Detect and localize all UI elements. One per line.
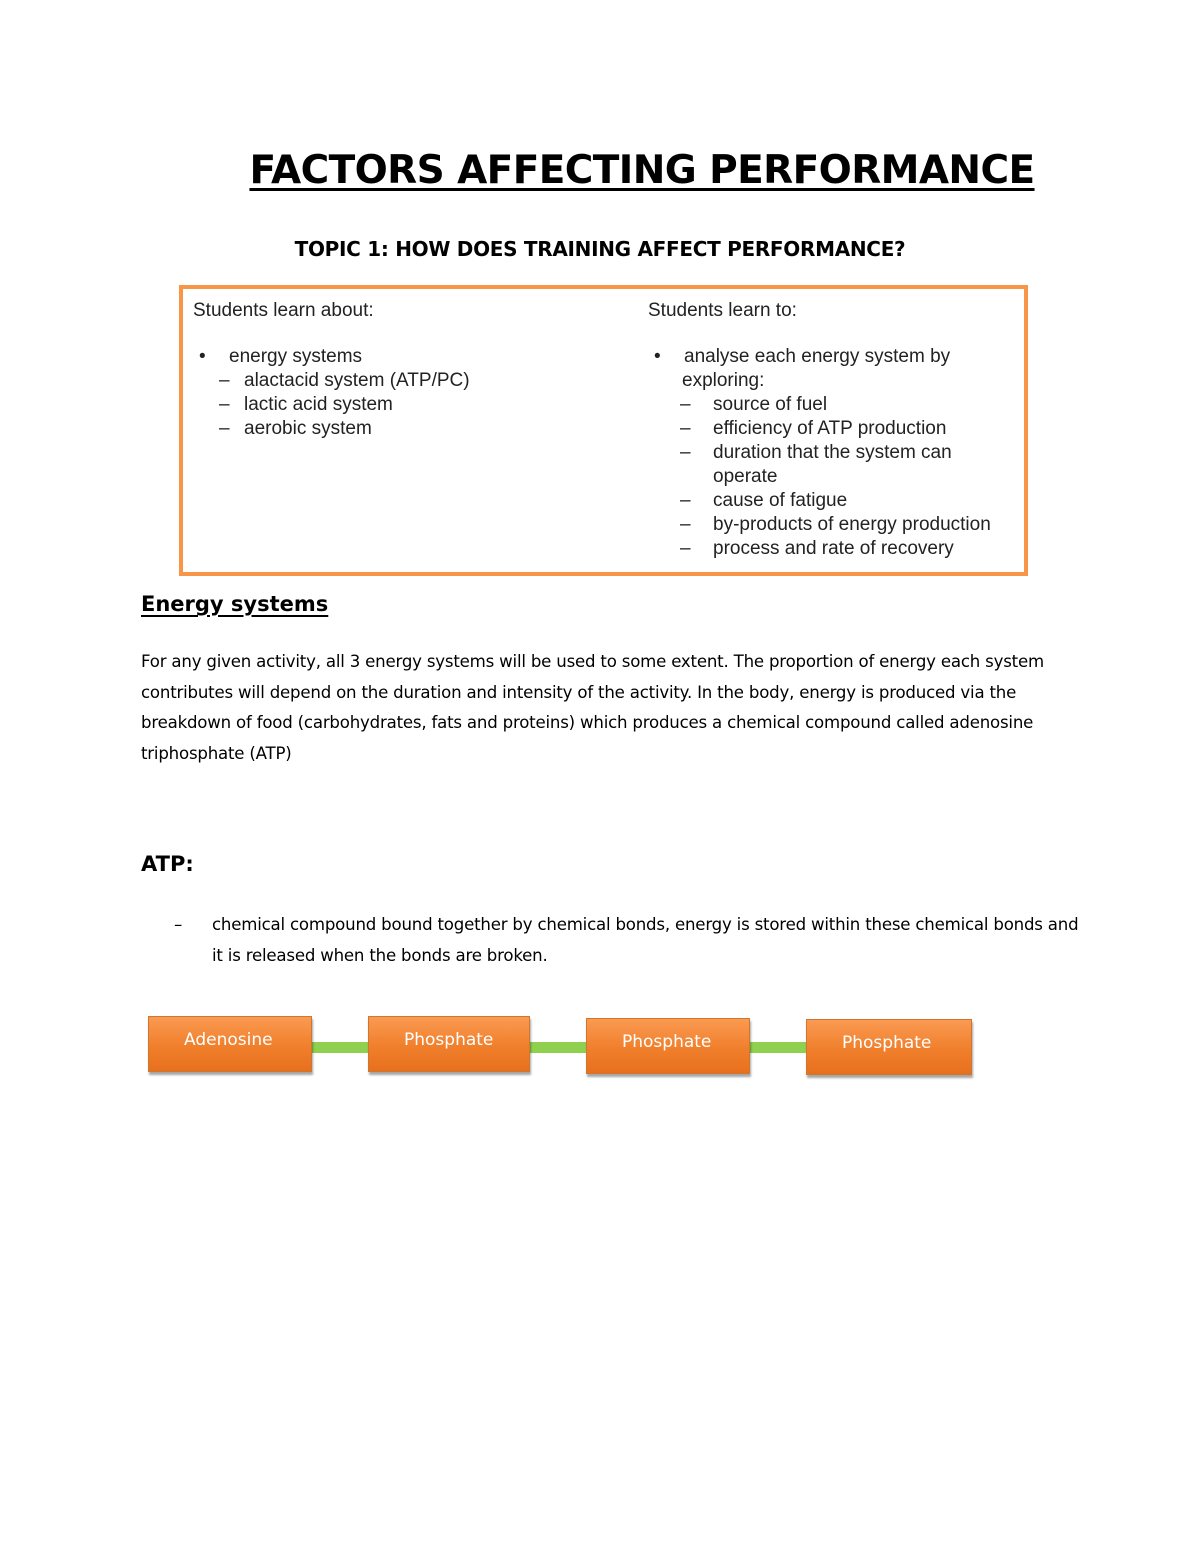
dash-icon: – xyxy=(219,418,230,439)
dash-icon: – xyxy=(219,370,230,391)
learn-about-list xyxy=(219,369,613,441)
learn-to-heading: Students learn to: xyxy=(648,300,797,321)
phosphate-node: Phosphate xyxy=(586,1018,750,1074)
learn-about-bullet xyxy=(193,345,613,369)
energy-systems-paragraph: For any given activity, all 3 energy systems will be used to some extent. The proportion of energy each system contributes will depend on the duration and intensity of the activity. In the body, energy is produced via the breakdown of food (carbohydrates, fats and proteins) which produces a chemical compound called adenosine triphosphate (ATP) xyxy=(141,652,1044,763)
list-item-text: lactic acid system xyxy=(244,394,393,415)
list-item xyxy=(680,441,1028,465)
adenosine-node: Adenosine xyxy=(148,1016,312,1072)
list-item-text: operate xyxy=(713,466,778,487)
list-item xyxy=(219,393,613,417)
dash-icon: – xyxy=(680,418,691,439)
atp-point xyxy=(174,909,1092,971)
learn-to-list xyxy=(680,393,1028,561)
bond-line xyxy=(748,1042,808,1053)
list-item xyxy=(680,537,1028,561)
list-item xyxy=(219,369,613,393)
list-item-text: process and rate of recovery xyxy=(713,538,954,559)
topic-heading: TOPIC 1: HOW DOES TRAINING AFFECT PERFORMANCE? xyxy=(294,237,906,261)
learn-about-bullet-text: energy systems xyxy=(229,346,363,367)
learn-to-bullet-line1: analyse each energy system by xyxy=(684,346,951,367)
list-item xyxy=(680,417,1028,441)
phosphate-node: Phosphate xyxy=(368,1016,530,1072)
list-item xyxy=(219,417,613,441)
list-item-text: efficiency of ATP production xyxy=(713,418,947,439)
dash-icon: – xyxy=(680,514,691,535)
phosphate-node: Phosphate xyxy=(806,1019,972,1075)
list-item-continuation xyxy=(680,465,1028,489)
atp-heading: ATP: xyxy=(141,852,194,876)
learn-to-column xyxy=(648,299,1028,561)
learn-about-column xyxy=(193,299,613,441)
learn-to-bullet xyxy=(648,345,1028,369)
bullet-icon: • xyxy=(654,346,661,367)
list-item-text: source of fuel xyxy=(713,394,828,415)
list-item xyxy=(680,393,1028,417)
bullet-icon: • xyxy=(199,346,206,367)
dash-icon: – xyxy=(219,394,230,415)
list-item xyxy=(680,513,1028,537)
bond-line xyxy=(310,1042,370,1053)
learn-to-bullet-line2: exploring: xyxy=(682,370,765,391)
dash-icon: – xyxy=(174,915,183,934)
page-title: FACTORS AFFECTING PERFORMANCE xyxy=(249,148,1035,193)
list-item-text: duration that the system can xyxy=(713,442,952,463)
dash-icon: – xyxy=(680,394,691,415)
atp-point-text: chemical compound bound together by chemical bonds, energy is stored within these chemical bonds and it is released when the bonds are broken. xyxy=(212,915,1079,965)
syllabus-box xyxy=(179,285,1028,576)
dash-icon: – xyxy=(680,538,691,559)
dash-icon: – xyxy=(680,442,691,463)
list-item-text: by-products of energy production xyxy=(713,514,991,535)
learn-about-heading: Students learn about: xyxy=(193,300,374,321)
energy-systems-heading: Energy systems xyxy=(141,592,329,616)
bond-line xyxy=(528,1042,588,1053)
list-item-text: aerobic system xyxy=(244,418,372,439)
dash-icon: – xyxy=(680,490,691,511)
list-item-text: cause of fatigue xyxy=(713,490,848,511)
list-item-text: alactacid system (ATP/PC) xyxy=(244,370,470,391)
list-item xyxy=(680,489,1028,513)
